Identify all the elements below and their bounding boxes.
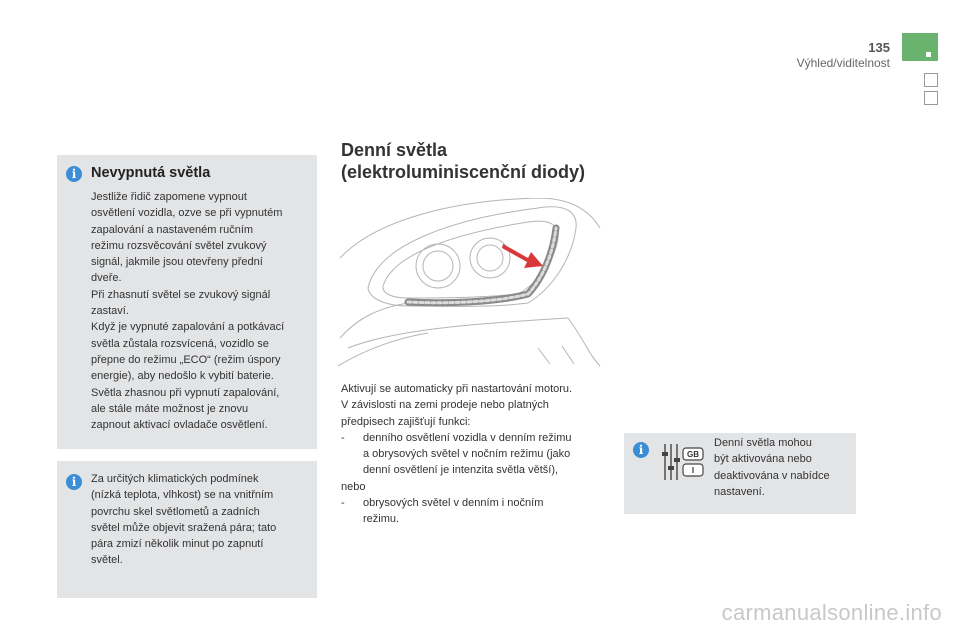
section-title: Výhled/viditelnost xyxy=(796,56,890,70)
headlight-illustration xyxy=(338,198,602,368)
i-label: I xyxy=(691,466,695,475)
chapter-tab xyxy=(902,33,938,61)
list-item: - denního osvětlení vozidla v denním režimu a obrysových světel v nočním režimu (jako denní osvětlení je intenzita světla větší), xyxy=(341,431,572,477)
info-icon: i xyxy=(633,442,649,458)
box-text: Za určitých klimatických podmínek (nízká teplota, vlhkost) se na vnitřním povrchu skel světlometů a zadních světel může objevit sražená pára; tato pára zmizí několik minut po zapnutí světel. xyxy=(91,473,277,567)
main-body-text: Aktivují se automaticky při nastartování motoru. V závislosti na zemi prodeje nebo platných předpisech zajišťují funkci: - denního osvětlení vozidla v denním režimu a obrysových světel v nočním režimu (jako denní osvětlení je intenzita světla větší), nebo - obrysových světel v denním i nočním režimu. xyxy=(341,381,611,528)
settings-sliders-icon xyxy=(660,442,706,482)
info-box-lights-left-on xyxy=(57,155,317,449)
arrow-indicator xyxy=(502,244,543,268)
page-title: Denní světla (elektroluminiscenční diody) xyxy=(341,140,586,182)
info-box-condensation xyxy=(57,461,317,598)
box-heading: Nevypnutá světla xyxy=(91,165,211,181)
chapter-marker-box xyxy=(924,91,938,105)
info-icon: i xyxy=(66,166,82,182)
gb-label: GB xyxy=(687,450,699,459)
chapter-marker-box xyxy=(924,73,938,87)
list-item: - obrysových světel v denním i nočním režimu. xyxy=(341,497,544,526)
info-icon: i xyxy=(66,474,82,490)
info-box-settings xyxy=(624,433,856,514)
box-text: Denní světla mohou být aktivována nebo deaktivována v nabídce nastavení. xyxy=(714,437,830,498)
box-text: Jestliže řidič zapomene vypnout osvětlení vozidla, ozve se při vypnutém zapalování a nastaveném ručním režimu rozsvěcování světel zvukový signál, jakmile jsou otevřeny přední dveře. Při zhasnutí světel se zvukový signál zastaví. Když je vypnuté zapalování a potkávací světla zůstala rozsvícená, vozidlo se přepne do režimu „ECO“ (režim úspory energie), aby nedošlo k vybití baterie. Světla zhasnou při vypnutí zapalování, ale stále máte možnost je znovu zapnout aktivací ovladače osvětlení. xyxy=(91,191,285,432)
page-number: 135 xyxy=(868,40,890,55)
watermark: carmanualsonline.info xyxy=(721,600,942,625)
